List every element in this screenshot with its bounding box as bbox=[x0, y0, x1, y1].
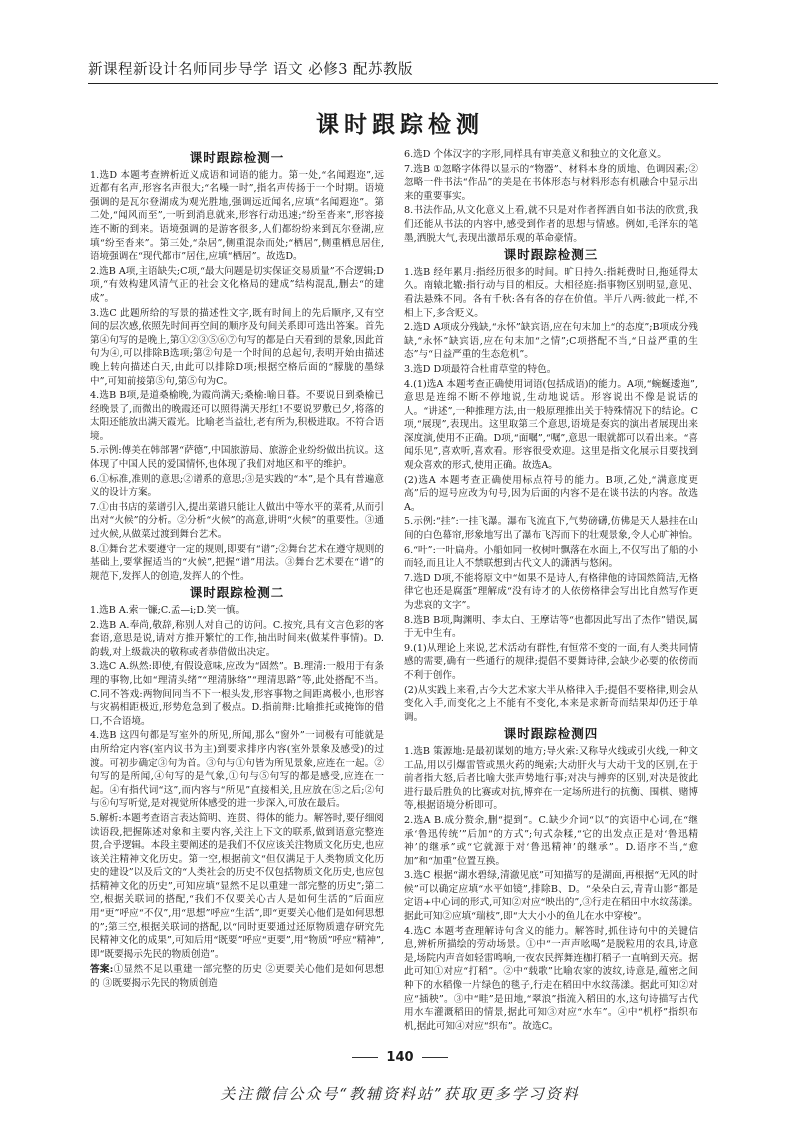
answer-label: 答案: bbox=[90, 964, 114, 976]
answer-item: 2.选D A项成分残缺,“永怀”缺宾语,应在句末加上“的态度”;B项成分残缺,“永怀”缺宾语,应在句末加“之情”;C项搭配不当,“日益严重的生态”与“日益严重的生态危机”。 bbox=[404, 322, 698, 361]
footer-note: 关注微信公众号“教辅资料站”获取更多学习资料 bbox=[220, 1085, 580, 1103]
left-column bbox=[90, 148, 384, 1000]
answer-item: 1.选B 策源地:是最初谋划的地方;导火索:又称导火线或引火线,一种文工品,用以引爆雷管或黑火药的绳索;大动肝火与大动干戈的区别,在于前者指大怒,后者比喻大张声势地行事;对决与搏弈的区别,对决是彼此进行最后胜负的比赛或对抗,博弈在一定场所进行的抗衡、围棋、赌博等,根据语境分析即可。 bbox=[404, 745, 698, 812]
answer-item: 1.选B A.索一镰;C.孟—i;D.笑一慎。 bbox=[90, 605, 246, 616]
page-title: 课时跟踪检测 bbox=[316, 112, 484, 138]
answer-item: (2)从实践上来看,古今大艺术家大半从格律入手;提倡不要格律,则会从变化入手,而变化之上不能有不变化,本来是求新奇而结果却仍还于单调。 bbox=[404, 684, 698, 723]
right-column bbox=[404, 148, 698, 1034]
answer-item: 3.选C A.纵然:即使,有假设意味,应改为“固然”。B.理清:一般用于有条理的事物,比如“理清头绪”“理清脉络”“理清思路”等,此处搭配不当。C.同不答戏:两物间同当不下一根头发,形容事物之间距离极小,也形容与灾祸相距极近,形势危急到了极点。D.指前辩:比喻推托或掩饰的借口,不合语境。 bbox=[90, 661, 384, 727]
answer-item: 4.选B 这四句都是写室外的所见,所闻,那么“窗外”一词极有可能就是由所给定内容(室内议书为主)到要求排序内容(室外景象及感受)的过渡。可初步确定③句为首。③句与①句皆为所见景象,应连在一起。②句写的是所闻,④句写的是气象,①句与⑤句写的都是感受,应连在一起。④有指代词“这”,而内容与“所见”直接相关,且应放在⑤之后;②句与⑥句写听觉,是对视觉所体感受的进一步深入,可放在最后。 bbox=[90, 730, 384, 810]
section-title: 课时跟踪检测三 bbox=[503, 247, 599, 263]
answer-item: 1.选D 本题考查辨析近义成语和词语的能力。第一处,“名闻遐迩”,远近都有名声,形容名声很大;“名噪一时”,指名声传扬于一个时期。语境强调的是瓦尔登湖成为观光胜地,强调远近闻名,应填“名闻遐迩”。第二处,“闻风而至”,一听到消息就来,形容行动迅速;“纷至沓来”,形容接连不断的到来。语境强调的是游客很多,人们都纷纷来到瓦尔登湖,应填“纷至沓来”。第三处,“杂居”,侧重混杂而处;“栖居”,侧重栖息居住,语境强调在“现代都市”居住,应填“栖居”。故选D。 bbox=[90, 169, 384, 263]
answer-item: 4.(1)选A 本题考查正确使用词语(包括成语)的能力。A项,“蜿蜒逶迤”,意思是连绵不断不停地说,生动地说话。形容说出不像是说话的人。“讲述”,一种推理方法,由一般原理推出关于特殊情况下的结论。C项,“展现”,表现出。这里取第三个意思,语境是奏宾的演出者展现出来深度演,使用不正确。D项,“面嘱”,“嘱”,意思一眼就都可以看出来。“喜闻乐见”,喜欢听,喜欢看。形容很受欢迎。这里是指文化展示目要找到观众喜欢的形式,使用正确。故选A。 bbox=[404, 378, 698, 472]
answer-item: 7.选B ①忽略字体得以显示的“物器”、材料本身的质地、色调因素;②忽略一件书法“作品”的美是在书体形态与材料形态有机融合中显示出来的重要事实。 bbox=[404, 163, 698, 202]
final-answer bbox=[90, 963, 384, 990]
page-number-text: 140 bbox=[386, 1050, 414, 1065]
answer-item: 5.示例:傅美在韩部署“萨德”,中国旅游局、旅游企业纷纷做出抗议。这体现了中国人民的爱国情怀,也体现了我们对地区和平的维护。 bbox=[90, 445, 384, 471]
section-title: 课时跟踪检测二 bbox=[189, 585, 285, 601]
answer-item: 8.①舞台艺术要遵守一定的规则,即要有“谱”;②舞台艺术在遵守规则的基础上,要掌握适当的“火候”,把握“谱”用法。③舞台艺术要在“谱”的规范下,发挥人的创造,发挥人的个性。 bbox=[90, 543, 384, 582]
answer-item: 6.①标准,准则的意思;②谱系的意思;③是实践的“本”,是个具有普遍意义的设计方案。 bbox=[90, 473, 384, 499]
answer-text: ①显然不足以重建一部完整的历史 ②更要关心他们是如何思想的 ③既要揭示先民的物质创造 bbox=[90, 964, 384, 990]
answer-item: 2.选A B.成分赘余,删“提到”。C.缺少介词“以”的宾语中心词,在“继承‘鲁迅传统’”后加“的方式”;句式杂糅,“它的出发点正是对‘鲁迅精神’的继承”或“它就源于对‘鲁迅精神’的继承”。D.语序不当,“愈加”和“加重”位置互换。 bbox=[404, 814, 698, 867]
answer-item: 5.解析:本题考查语言表达简明、连贯、得体的能力。解答时,要仔细阅读语段,把握陈述对象和主要内容,关注上下文的联系,做到语意完整连贯,合乎逻辑。本段主要阐述的是我们不仅应该关注物质文化历史,也应该关注精神文化历史。第一空,根据前文“但仅满足于人类物质文化历史的建设”以及后文的“人类社会的历史不仅包括物质文化历史,也应包括精神文化的历史”,可知应填“显然不足以重建一部完整的历史”;第二空,根据关联词的搭配,“我们不仅要关心古人是如何生活的”后面应用“更”呼应“不仅”,用“思想”呼应“生活”,即“更要关心他们是如何思想的”;第三空,根据关联词的搭配,以“同时更要通过还原物质遗存研究先民精神文化的成果”,可知后用“既要”呼应“更要”,用“物质”呼应“精神”,即“既要揭示先民的物质创造”。 bbox=[90, 812, 384, 960]
page-number bbox=[0, 1050, 800, 1065]
answer-item: 2.选B A.奉尚,敬辞,称别人对自己的访问。C.按究,具有文言色彩的客套语,意思是说,请对方推开繁忙的工作,抽出时间来(做某件事情)。D.韵载,对上级裁决的敬称或者恭借做出决定。 bbox=[90, 619, 384, 658]
answer-item: 3.选D D项最符合杜甫草堂的特色。 bbox=[404, 363, 557, 375]
answer-item: 7.选D D项,不能将原文中“如果不是诗人,有格律他的诗国然简洁,无格律它也还是腐蛋”理解成“没有诗才的人依傍格律会写出比自然写作更为悲哀的文字”。 bbox=[404, 572, 698, 611]
answer-item: 9.(1)从理论上来说,艺术活动有群性,有恒常不变的一面,有人类共同情感的需要,确有一些通行的规律;提倡不要舞诗律,会缺少必要的依傍而不利于创作。 bbox=[404, 642, 698, 681]
answer-item: 3.选C 此题所给的写景的描述性文字,既有时间上的先后顺序,又有空间的层次感,依照先时间再空间的顺序及句间关系即可选出答案。首先第④句写的是晚上,第①②③⑤⑥⑦句写的都是白天看到的景象,因此首句为④,可以排除B选项;第②句是一个时间的总起句,表明开始由描述晚上转向描述白天,由此可以排除D项;根据空格后面的“朦胧的墨绿中”,可知前接第⑤句,第⑤句为C。 bbox=[90, 307, 384, 387]
answer-item: 8.选B B项,陶渊明、李太白、王摩诘等“也都因此写出了杰作”错误,属于无中生有。 bbox=[404, 614, 698, 640]
answer-item: 6.选D 个体汉字的字形,同样具有审美意义和独立的文化意义。 bbox=[404, 149, 667, 160]
answer-item: (2)选A 本题考查正确使用标点符号的能力。B项,乙处,“满意度更高”后的逗号应改为句号,因为后面的内容不是在谈书法的内容。故选A。 bbox=[404, 474, 698, 513]
answer-item: 4.选C 本题考查理解诗句含义的能力。解答时,抓住诗句中的关键信息,辨析所描绘的劳动场景。①中“一声声吆喝”是脱粒用的农具,诗意是,场院内声音如轻雷鸣响,一夜农民挥舞连枷打稻子一直响到天亮。据此可知①对应“打稻”。②中“载歌”比喻农家的波纹,诗意是,蕴密之间种下的水稻像一片绿色的毯子,行走在稻田中水纹荡漾。据此可知②对应“插秧”。③中“畦”是田地,“翠浪”指流入稻田的水,这句诗描写古代用水车灌溉稻田的情景,据此可知③对应“水车”。④中“机杼”指织布机,据此可知④对应“织布”。故选C。 bbox=[404, 925, 698, 1032]
answer-item: 2.选B A项,主语缺失;C项,“最大问题是切实保证交易质量”不合逻辑;D项,“有效构建风清气正的社会文化格局的建成”结构混乱,删去“的建成”。 bbox=[90, 265, 384, 304]
answer-item: 5.示例:“挂”:一挂飞瀑。瀑布飞流直下,气势磅礴,仿佛是天人悬挂在山间的白色幕帘,形象地写出了瀑布飞泻而下的壮观景象,令人心旷神怡。 bbox=[404, 516, 698, 542]
section-title: 课时跟踪检测一 bbox=[189, 150, 285, 165]
answer-item: 3.选C 根据“湖水碧绿,清澈见底”可知描写的是湖面,再根据“无风的时候”可以确定应填“水平如镜”,排除B、D。“朵朵白云,青青山影”都是定语+中心词的形式,可知②对应“映出的”,③行走在稻田中水纹荡漾。据此可知②应填“瑞枝”,即“大大小小的鱼儿在水中穿梭”。 bbox=[404, 870, 698, 923]
answer-item: 1.选B 经年累月:指经历很多的时间。旷日持久:指耗费时日,拖延得太久。南辕北辙:指行动与目的相反。大相径庭:指事物区别明显,意见、看法悬殊不同。各有千秋:各有各的存在价值。半斤八两:彼此一样,不相上下,多含贬义。 bbox=[404, 266, 698, 319]
answer-item: 4.选B B项,是道桑榆晚,为霞尚满天;桑榆:喻日暮。不要说日到桑榆已经晚景了,而微出的晚霞还可以照得满天彤红!不要说罗敷已夕,将落的太阳还能放出满天霞光。比喻老当益壮,老有所为,积极进取。不符合语境。 bbox=[90, 390, 384, 442]
answer-item: 8.书法作品,从文化意义上看,就不只是对作者挥洒自如书法的欣赏,我们还能从书法的内容中,感受到作者的思想与情感。例如,毛泽东的笔墨,洒脱大气,表现出激昂乐观的革命豪情。 bbox=[404, 205, 698, 244]
page-header: 新课程新设计名师同步导学 语文 必修3 配苏教版 bbox=[88, 58, 718, 84]
section-title: 课时跟踪检测四 bbox=[503, 726, 599, 742]
answer-item: 6.“叶”:一叶扁舟。小船如同一枚树叶飘落在水面上,不仅写出了船的小而轻,而且让人不禁联想到古代文人的潇洒与悠闲。 bbox=[404, 544, 698, 570]
answer-item: 7.①由书店的菜谱引入,提出菜谱只能让人做出中等水平的菜肴,从而引出对“火候”的分析。②分析“火候”的高意,讲明“火候”的重要性。③通过火候,从做菜过渡到舞台艺术。 bbox=[90, 501, 384, 541]
